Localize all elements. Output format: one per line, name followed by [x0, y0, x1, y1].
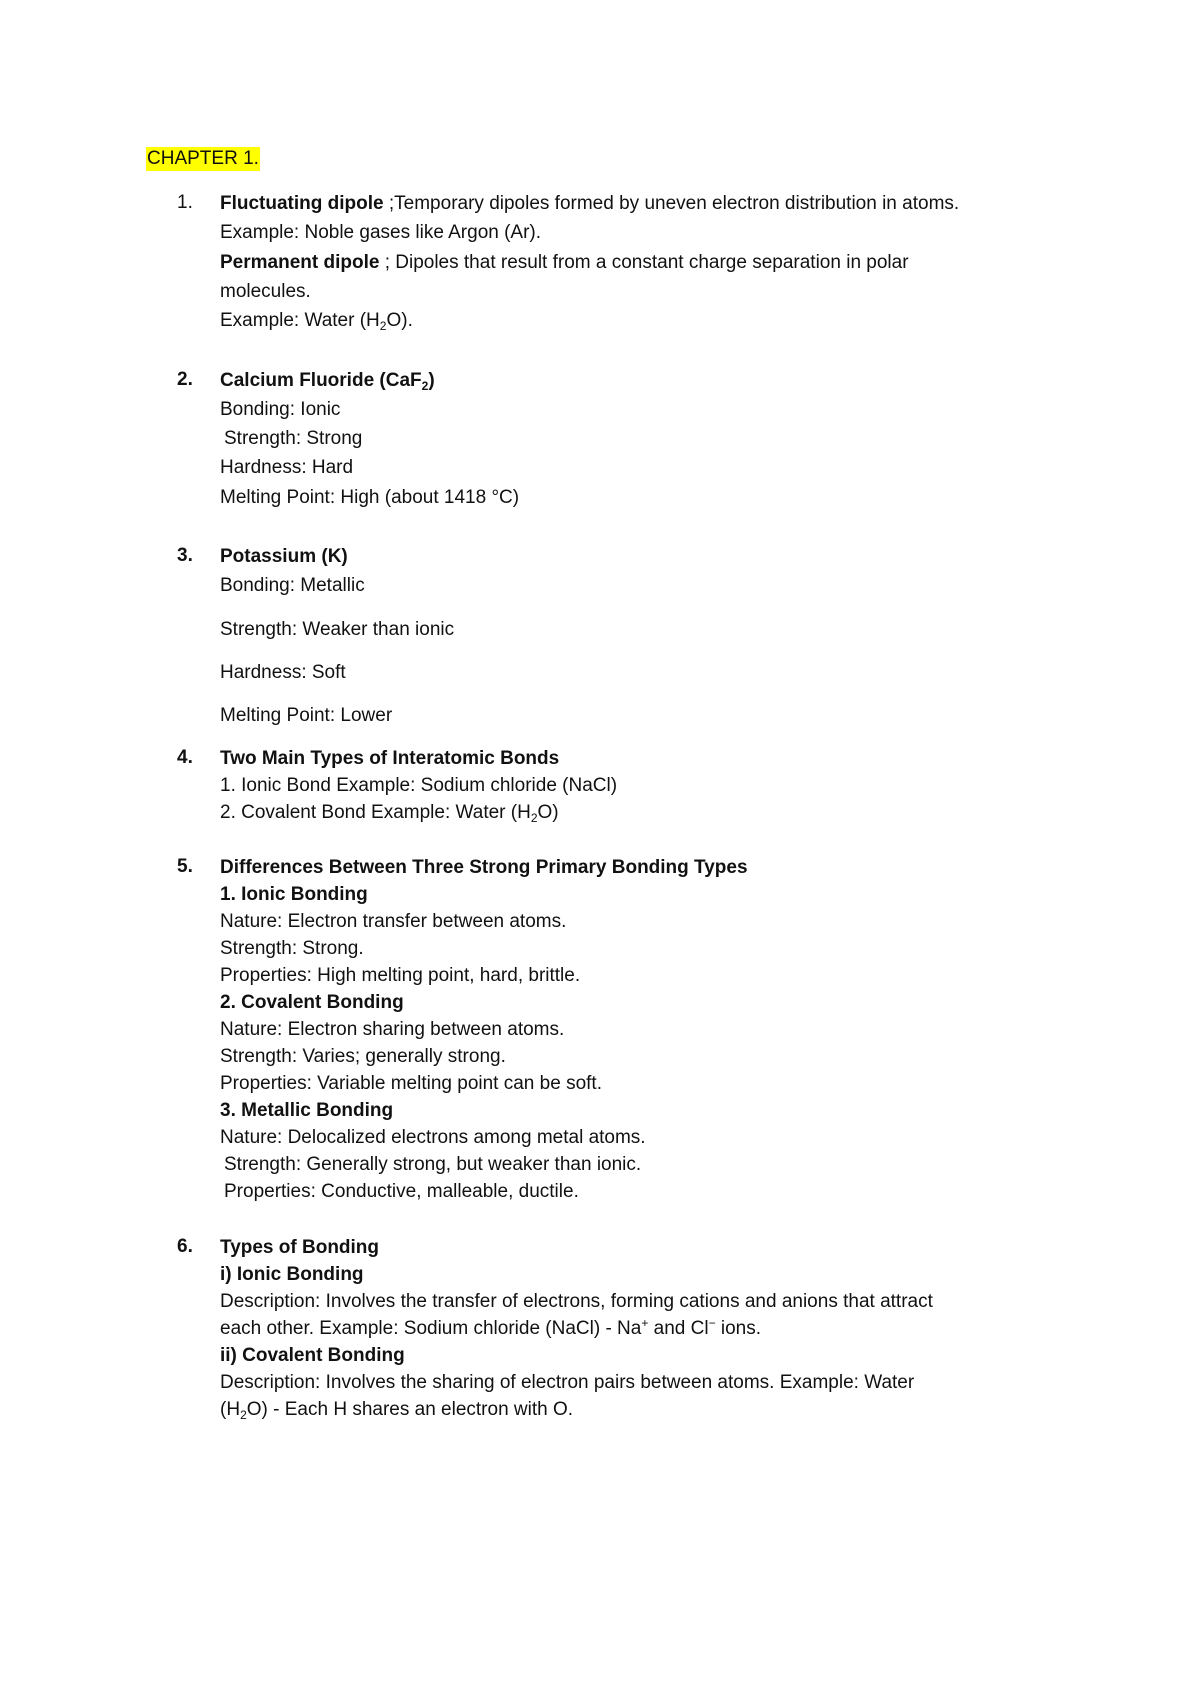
ionic-bond-example: 1. Ionic Bond Example: Sodium chloride (NaCl) — [220, 775, 618, 796]
k-melting-point: Melting Point: Lower — [220, 705, 393, 726]
section-1-number: 1. — [177, 192, 193, 213]
permanent-dipole-example — [220, 309, 413, 333]
caf2-bonding: Bonding: Ionic — [220, 399, 341, 420]
metallic-strength: Strength: Generally strong, but weaker than ionic. — [224, 1154, 642, 1175]
permanent-dipole-line — [220, 251, 909, 275]
section-3-number: 3. — [177, 545, 193, 566]
section-6-title: Types of Bonding — [220, 1237, 380, 1258]
k-hardness: Hardness: Soft — [220, 662, 346, 683]
fluctuating-dipole-desc: ;Temporary dipoles formed by uneven electron distribution in atoms. — [383, 193, 960, 214]
covalent-bond-example — [220, 801, 559, 825]
permanent-dipole-desc-cont: molecules. — [220, 281, 311, 302]
covalent-properties: Properties: Variable melting point can be soft. — [220, 1073, 602, 1094]
metallic-properties: Properties: Conductive, malleable, ductile. — [224, 1181, 579, 1202]
fluctuating-dipole-title: Fluctuating dipole — [220, 193, 384, 214]
ionic-bonding-subheading: i) Ionic Bonding — [220, 1264, 364, 1285]
desc-text-end: ions. — [715, 1318, 762, 1339]
section-5-number: 5. — [177, 856, 193, 877]
subscript: 2 — [421, 379, 429, 393]
fluctuating-dipole-line — [220, 192, 959, 216]
section-3-title: Potassium (K) — [220, 546, 348, 567]
desc-text-mid: and Cl — [648, 1318, 709, 1339]
subscript: 2 — [530, 811, 538, 825]
section-2-title — [220, 369, 435, 393]
covalent-nature: Nature: Electron sharing between atoms. — [220, 1019, 565, 1040]
subscript: 2 — [379, 319, 387, 333]
superscript-minus: − — [708, 1316, 716, 1330]
ionic-description: Description: Involves the transfer of electrons, forming cations and anions that attract — [220, 1291, 933, 1312]
caf2-hardness: Hardness: Hard — [220, 457, 354, 478]
covalent-strength: Strength: Varies; generally strong. — [220, 1046, 506, 1067]
example-text-end: O). — [386, 310, 413, 331]
section-5-title: Differences Between Three Strong Primary Bonding Types — [220, 857, 748, 878]
section-2-number: 2. — [177, 369, 193, 390]
metallic-nature: Nature: Delocalized electrons among metal atoms. — [220, 1127, 646, 1148]
k-bonding: Bonding: Metallic — [220, 575, 365, 596]
superscript-plus: + — [641, 1316, 649, 1330]
ionic-bonding-heading: 1. Ionic Bonding — [220, 884, 368, 905]
k-strength: Strength: Weaker than ionic — [220, 619, 455, 640]
covalent-description: Description: Involves the sharing of electron pairs between atoms. Example: Water — [220, 1372, 915, 1393]
section-4-title: Two Main Types of Interatomic Bonds — [220, 748, 560, 769]
ionic-strength: Strength: Strong. — [220, 938, 364, 959]
section-6-number: 6. — [177, 1236, 193, 1257]
caf2-melting-point: Melting Point: High (about 1418 °C) — [220, 487, 520, 508]
subscript: 2 — [240, 1408, 247, 1422]
permanent-dipole-desc: ; Dipoles that result from a constant charge separation in polar — [379, 252, 909, 273]
title-text-end: ) — [428, 370, 435, 391]
covalent-description-cont — [220, 1398, 573, 1422]
ionic-description-cont — [220, 1317, 761, 1341]
example-text: Example: Water (H — [220, 310, 380, 331]
caf2-strength: Strength: Strong — [224, 428, 363, 449]
title-text: Calcium Fluoride (CaF — [220, 370, 422, 391]
permanent-dipole-title: Permanent dipole — [220, 252, 380, 273]
fluctuating-dipole-example: Example: Noble gases like Argon (Ar). — [220, 222, 542, 243]
covalent-bonding-subheading: ii) Covalent Bonding — [220, 1345, 405, 1366]
ionic-properties: Properties: High melting point, hard, brittle. — [220, 965, 581, 986]
metallic-bonding-heading: 3. Metallic Bonding — [220, 1100, 394, 1121]
section-4-number: 4. — [177, 747, 193, 768]
desc-text: each other. Example: Sodium chloride (NaCl) - Na — [220, 1318, 642, 1339]
desc-text: (H — [220, 1399, 241, 1420]
desc-text-end: O) - Each H shares an electron with O. — [246, 1399, 574, 1420]
chapter-heading: CHAPTER 1. — [147, 148, 259, 169]
example-text: 2. Covalent Bond Example: Water (H — [220, 802, 531, 823]
ionic-nature: Nature: Electron transfer between atoms. — [220, 911, 567, 932]
example-text-end: O) — [537, 802, 559, 823]
covalent-bonding-heading: 2. Covalent Bonding — [220, 992, 404, 1013]
